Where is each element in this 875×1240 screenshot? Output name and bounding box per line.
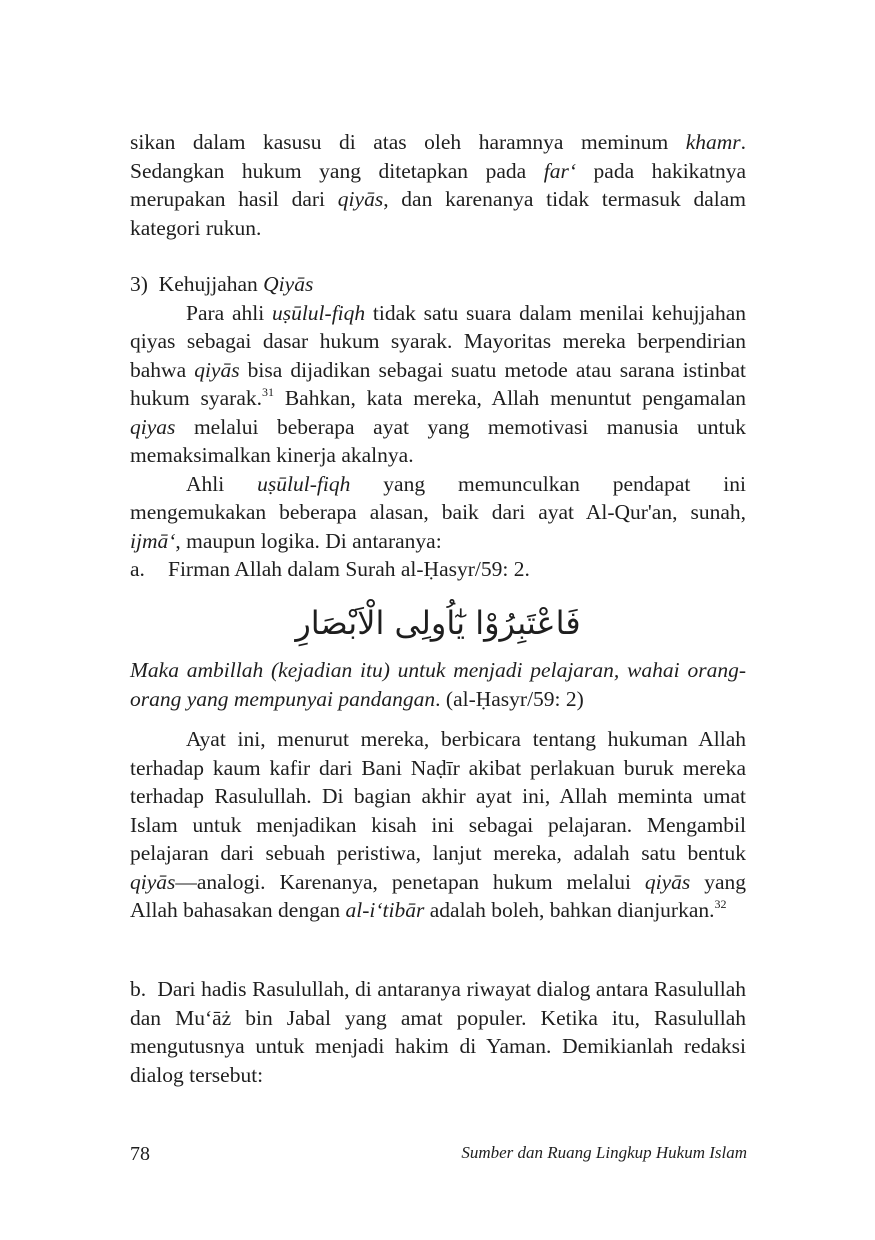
text-run: pada hakikatnya merupakan hasil dari <box>130 158 746 211</box>
footnote-ref[interactable]: 31 <box>262 385 275 399</box>
text-run: . Sedangkan hukum yang ditetapkan pada <box>130 130 746 183</box>
text-run: —analogi. Karenanya, penetapan hukum melalui <box>175 869 645 894</box>
italic-term: qiyas <box>130 414 176 439</box>
paragraph-3 <box>130 470 746 556</box>
italic-term: khamr <box>685 130 741 154</box>
body-text-top <box>130 128 746 242</box>
text-run: adalah boleh, bahkan dianjurkan. <box>424 898 715 922</box>
text-run: Ahli <box>186 471 258 496</box>
text-run: sikan dalam kasusu di atas oleh haramnya meminum <box>130 130 686 154</box>
italic-term: qiyās <box>644 869 691 894</box>
italic-term: ijmā‘ <box>130 528 176 553</box>
body-text-hadith <box>130 975 746 1089</box>
text-run: , maupun logika. Di antaranya: <box>175 528 442 553</box>
italic-term: far‘ <box>543 158 576 183</box>
text-run: tidak satu suara dalam menilai kehujjahan qiyas sebagai dasar hukum syarak. Mayoritas mereka berpendirian bahwa <box>130 300 746 382</box>
italic-term: qiyās <box>194 357 240 382</box>
italic-term: qiyās <box>130 869 176 894</box>
text-run: melalui beberapa ayat yang memotivasi manusia untuk memaksimalkan kinerja akalnya. <box>130 414 746 467</box>
text-run: Bahkan, kata mereka, Allah menuntut pengamalan <box>274 386 746 410</box>
text-run: Dari hadis Rasulullah, di antaranya riwayat dialog antara Rasulullah dan Mu‘āż bin Jabal yang amat populer. Ketika itu, Rasulullah mengutusnya untuk menjadi hakim di Yaman. Demikianlah redaksi dialog tersebut: <box>130 977 746 1087</box>
paragraph-continuation <box>130 128 746 242</box>
list-marker: b. <box>130 977 147 1001</box>
text-run: Ayat ini, menurut mereka, berbicara tentang hukuman Allah terhadap kaum kafir dari Bani Naḍīr akibat perlakuan buruk mereka terhadap Rasulullah. Di bagian akhir ayat ini, Allah meminta umat Islam untuk menjadikan kisah ini sebagai pelajaran. Mengambil pelajaran dari sebuah peristiwa, lanjut mereka, adalah satu bentuk <box>130 727 746 865</box>
heading-italic: Qiyās <box>263 272 314 296</box>
arabic-verse: فَاعْتَبِرُوْا يٰٓاُولِى الْاَبْصَارِ <box>295 604 581 642</box>
list-item-a <box>130 555 746 584</box>
list-text: Firman Allah dalam Surah al-Ḥasyr/59: 2. <box>168 557 530 581</box>
body-text-explanation <box>130 725 746 925</box>
running-footer-title: Sumber dan Ruang Lingkup Hukum Islam <box>461 1143 747 1162</box>
paragraph-4 <box>130 725 746 925</box>
page-number: 78 <box>130 1143 150 1165</box>
text-run: Para ahli <box>186 300 272 325</box>
italic-term: al-i‘tibār <box>345 898 425 922</box>
section-kehujjahan <box>130 270 746 584</box>
text-run: yang memunculkan pendapat ini mengemukakan beberapa alasan, baik dari ayat Al-Qur'an, sunah, <box>130 471 746 524</box>
translation-italic: Maka ambillah (kejadian itu) untuk menjadi pelajaran, wahai orang-orang yang mempunyai pandangan <box>130 658 746 711</box>
section-heading <box>130 270 746 299</box>
text-run: bisa dijadikan sebagai suatu metode atau sarana istinbat hukum syarak. <box>130 357 746 410</box>
footnote-ref[interactable]: 32 <box>714 897 727 911</box>
italic-term: qiyās <box>337 187 384 211</box>
section-number: 3) <box>130 272 148 296</box>
italic-term: uṣūlul-fiqh <box>271 300 366 325</box>
paragraph-b <box>130 975 746 1089</box>
heading-text: Kehujjahan <box>158 272 264 296</box>
text-run: , dan karenanya tidak termasuk dalam kategori rukun. <box>130 187 746 240</box>
text-run: yang Allah bahasakan dengan <box>130 869 746 922</box>
list-marker: a. <box>130 557 145 581</box>
paragraph-2 <box>130 299 746 470</box>
translation-source: . (al-Ḥasyr/59: 2) <box>435 686 584 711</box>
verse-translation-block <box>130 656 746 713</box>
italic-term: uṣūlul-fiqh <box>257 471 351 496</box>
verse-translation <box>130 656 746 713</box>
